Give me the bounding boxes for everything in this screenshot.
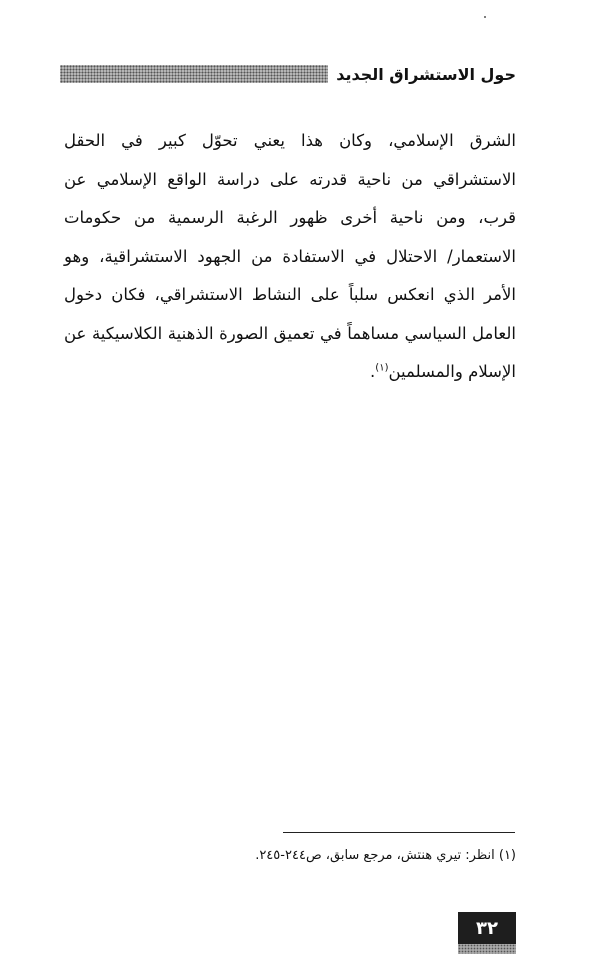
header-decorative-bar: [60, 65, 328, 83]
body-paragraph: [64, 122, 516, 392]
footnote-separator: [283, 832, 515, 833]
closing-punctuation: .: [370, 362, 376, 381]
body-paragraph-text: الشرق الإسلامي، وكان هذا يعني تحوّل كبير في الحقل الاستشراقي من ناحية قدرته على دراسة الواقع الإسلامي عن قرب، ومن ناحية أخرى ظهور الرغبة الرسمية من حكومات الاستعمار/ الاحتلال في الاستفادة من الجهود الاستشراقية، وهو الأمر الذي انعكس سلباً على النشاط الاستشراقي، فكان دخول العامل السياسي مساهماً في تعميق الصورة الذهنية الكلاسيكية عن الإسلام والمسلمين: [64, 131, 516, 381]
page-speck: [484, 16, 486, 18]
footnote: (١) انظر: تيري هنتش، مرجع سابق، ص٢٤٤-٢٤٥.: [255, 848, 516, 863]
running-title: حول الاستشراق الجديد: [336, 64, 516, 84]
page-number: [458, 912, 516, 944]
page-number-label: ٣٢: [476, 917, 498, 939]
page-number-shade: [458, 944, 516, 954]
footnote-reference: (١): [375, 362, 389, 374]
running-header: [60, 60, 516, 88]
